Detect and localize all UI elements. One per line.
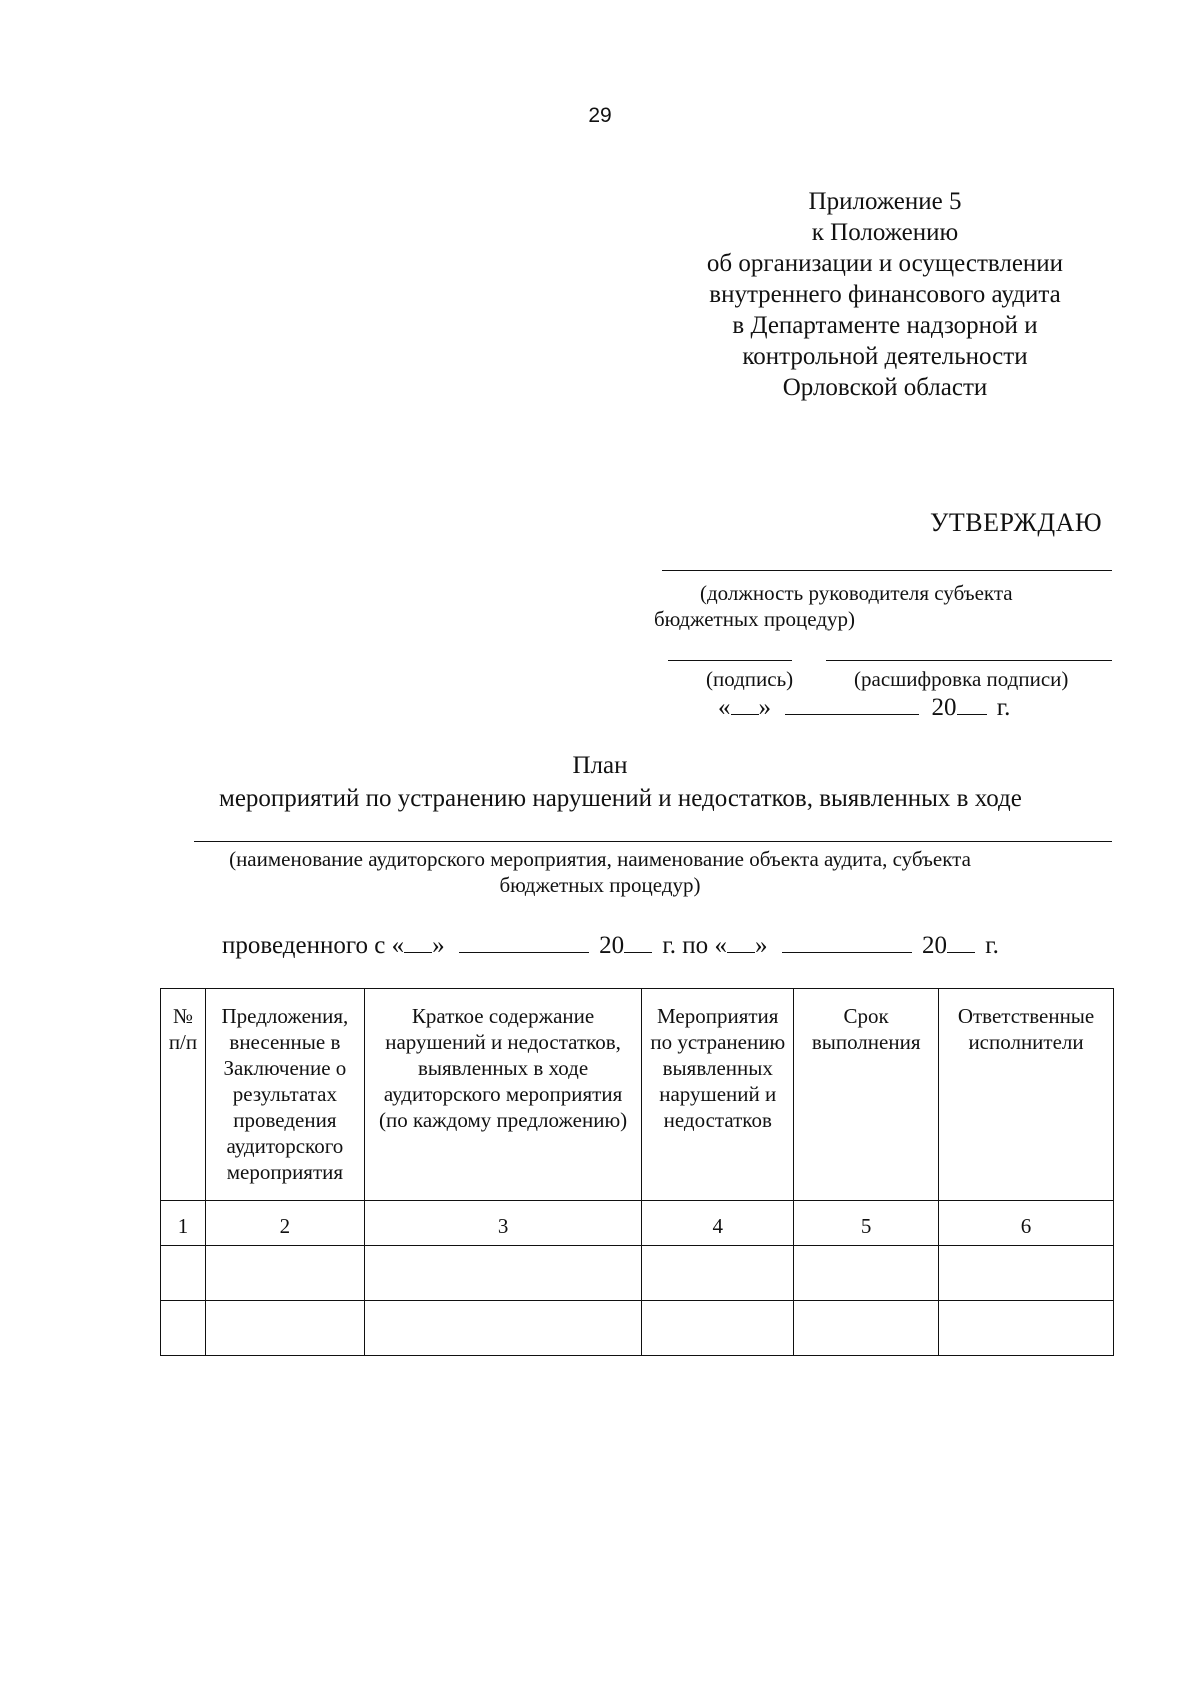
annex-line: Орловской области (782, 374, 988, 401)
annex-line: об организации и осуществлении (706, 250, 1064, 277)
period-middle: г. по (662, 932, 709, 959)
column-number: 6 (939, 1201, 1114, 1246)
table-cell (794, 1246, 939, 1301)
signature-caption: (подпись) (706, 667, 794, 691)
month-blank (459, 930, 589, 953)
annex-block (660, 186, 1110, 403)
approval-date (718, 692, 1010, 722)
column-number: 3 (364, 1201, 641, 1246)
table-cell (364, 1246, 641, 1301)
table-row (161, 1246, 1114, 1301)
table-cell (642, 1246, 794, 1301)
table-cell (205, 1246, 364, 1301)
annex-line: в Департаменте надзорной и (732, 312, 1038, 339)
column-number: 5 (794, 1201, 939, 1246)
page-number: 29 (588, 104, 612, 127)
table-cell (939, 1246, 1114, 1301)
year-suffix: г. (996, 694, 1011, 721)
column-header: Срок выполнения (794, 989, 939, 1201)
year-prefix: 20 (931, 694, 957, 721)
year-prefix: 20 (599, 932, 625, 959)
table-row (161, 1301, 1114, 1356)
position-caption: (должность руководителя субъекта (700, 581, 1013, 605)
audit-name-line (194, 841, 1112, 842)
year-blank (624, 930, 652, 953)
table-cell (161, 1301, 206, 1356)
table-cell (364, 1301, 641, 1356)
annex-line: внутреннего финансового аудита (709, 281, 1061, 308)
column-number: 4 (642, 1201, 794, 1246)
audit-name-caption: (наименование аудиторского мероприятия, наименование объекта аудита, субъекта (229, 847, 971, 871)
audit-name-caption: бюджетных процедур) (499, 873, 701, 897)
day-blank (727, 930, 755, 953)
plan-table (160, 988, 1114, 1356)
month-blank (785, 692, 919, 715)
annex-line: к Положению (811, 219, 959, 246)
day-blank (404, 930, 432, 953)
decryption-line (826, 660, 1112, 661)
day-blank (731, 692, 759, 715)
period-prefix: проведенного с (222, 932, 386, 959)
quote-close: » (432, 932, 445, 959)
decryption-caption: (расшифровка подписи) (854, 667, 1069, 691)
column-number: 1 (161, 1201, 206, 1246)
quote-open: « (714, 932, 727, 959)
column-header: Предложения, внесенные в Заключение о результатах проведения аудиторского мероприятия (205, 989, 364, 1201)
annex-line: контрольной деятельности (742, 343, 1028, 370)
quote-open: « (391, 932, 405, 959)
table-cell (939, 1301, 1114, 1356)
column-number-row (161, 1201, 1114, 1246)
quote-open: « (718, 694, 731, 721)
table-cell (642, 1301, 794, 1356)
signature-line (668, 660, 792, 661)
plan-title: План (572, 752, 628, 779)
table-cell (794, 1301, 939, 1356)
quote-close: » (754, 932, 768, 959)
table-cell (161, 1246, 206, 1301)
plan-subtitle: мероприятий по устранению нарушений и недостатков, выявленных в ходе (219, 785, 1022, 812)
column-header: Краткое содержание нарушений и недостатков, выявленных в ходе аудиторского мероприятия (по каждому предложению) (364, 989, 641, 1201)
year-prefix: 20 (921, 932, 947, 959)
quote-close: » (758, 694, 771, 721)
column-header: Мероприятия по устранению выявленных нарушений и недостатков (642, 989, 794, 1201)
column-header: Ответственные исполнители (939, 989, 1114, 1201)
table-header-row (161, 989, 1114, 1201)
position-caption: бюджетных процедур) (654, 607, 856, 631)
annex-line: Приложение 5 (808, 188, 962, 215)
approval-heading: УТВЕРЖДАЮ (930, 508, 1103, 537)
year-blank (957, 692, 987, 715)
period-line (222, 930, 999, 960)
table-cell (205, 1301, 364, 1356)
month-blank (782, 930, 912, 953)
column-number: 2 (205, 1201, 364, 1246)
period-suffix: г. (985, 932, 999, 959)
column-header: № п/п (161, 989, 206, 1201)
position-line (662, 570, 1112, 571)
year-blank (947, 930, 975, 953)
